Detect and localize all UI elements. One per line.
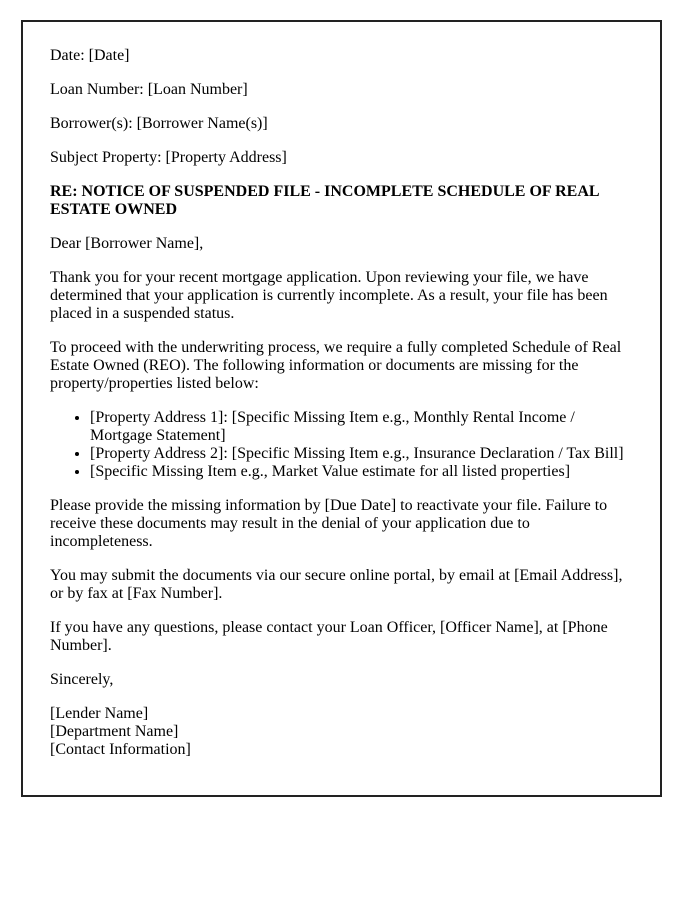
borrower-line: Borrower(s): [Borrower Name(s)] (50, 115, 268, 132)
paragraph-intro: Thank you for your recent mortgage application. Upon reviewing your file, we have determined that your application is currently incomplete. As a result, your file has been placed in a suspended status. (50, 269, 608, 322)
loan-number-line: Loan Number: [Loan Number] (50, 81, 248, 98)
subject-property-line: Subject Property: [Property Address] (50, 149, 287, 166)
missing-item-2: • [Property Address 2]: [Specific Missing Item e.g., Insurance Declaration / Tax Bill] (90, 445, 635, 463)
missing-item-1: • [Property Address 1]: [Specific Missing Item e.g., Monthly Rental Income / Mortgage Statement] (90, 409, 635, 445)
closing: Sincerely, (50, 671, 114, 688)
signature-contact-information: [Contact Information] (50, 741, 191, 758)
missing-item-3: • [Specific Missing Item e.g., Market Value estimate for all listed properties] (90, 463, 635, 481)
paragraph-contact: If you have any questions, please contact your Loan Officer, [Officer Name], at [Phone Number]. (50, 619, 608, 654)
subject-heading: RE: NOTICE OF SUSPENDED FILE - INCOMPLETE SCHEDULE OF REAL ESTATE OWNED (50, 183, 599, 218)
date-line: Date: [Date] (50, 47, 130, 64)
missing-items-list (50, 409, 635, 481)
signature-block (50, 705, 635, 759)
signature-lender-name: [Lender Name] (50, 705, 149, 722)
signature-department-name: [Department Name] (50, 723, 179, 740)
paragraph-deadline: Please provide the missing information by [Due Date] to reactivate your file. Failure to receive these documents may result in the denial of your application due to incompleteness. (50, 497, 608, 550)
paragraph-submission: You may submit the documents via our secure online portal, by email at [Email Address], or by fax at [Fax Number]. (50, 567, 623, 602)
paragraph-requirement: To proceed with the underwriting process, we require a fully completed Schedule of Real Estate Owned (REO). The following information or documents are missing for the property/properties listed below: (50, 339, 622, 392)
letter-page (21, 20, 662, 797)
salutation: Dear [Borrower Name], (50, 235, 204, 252)
